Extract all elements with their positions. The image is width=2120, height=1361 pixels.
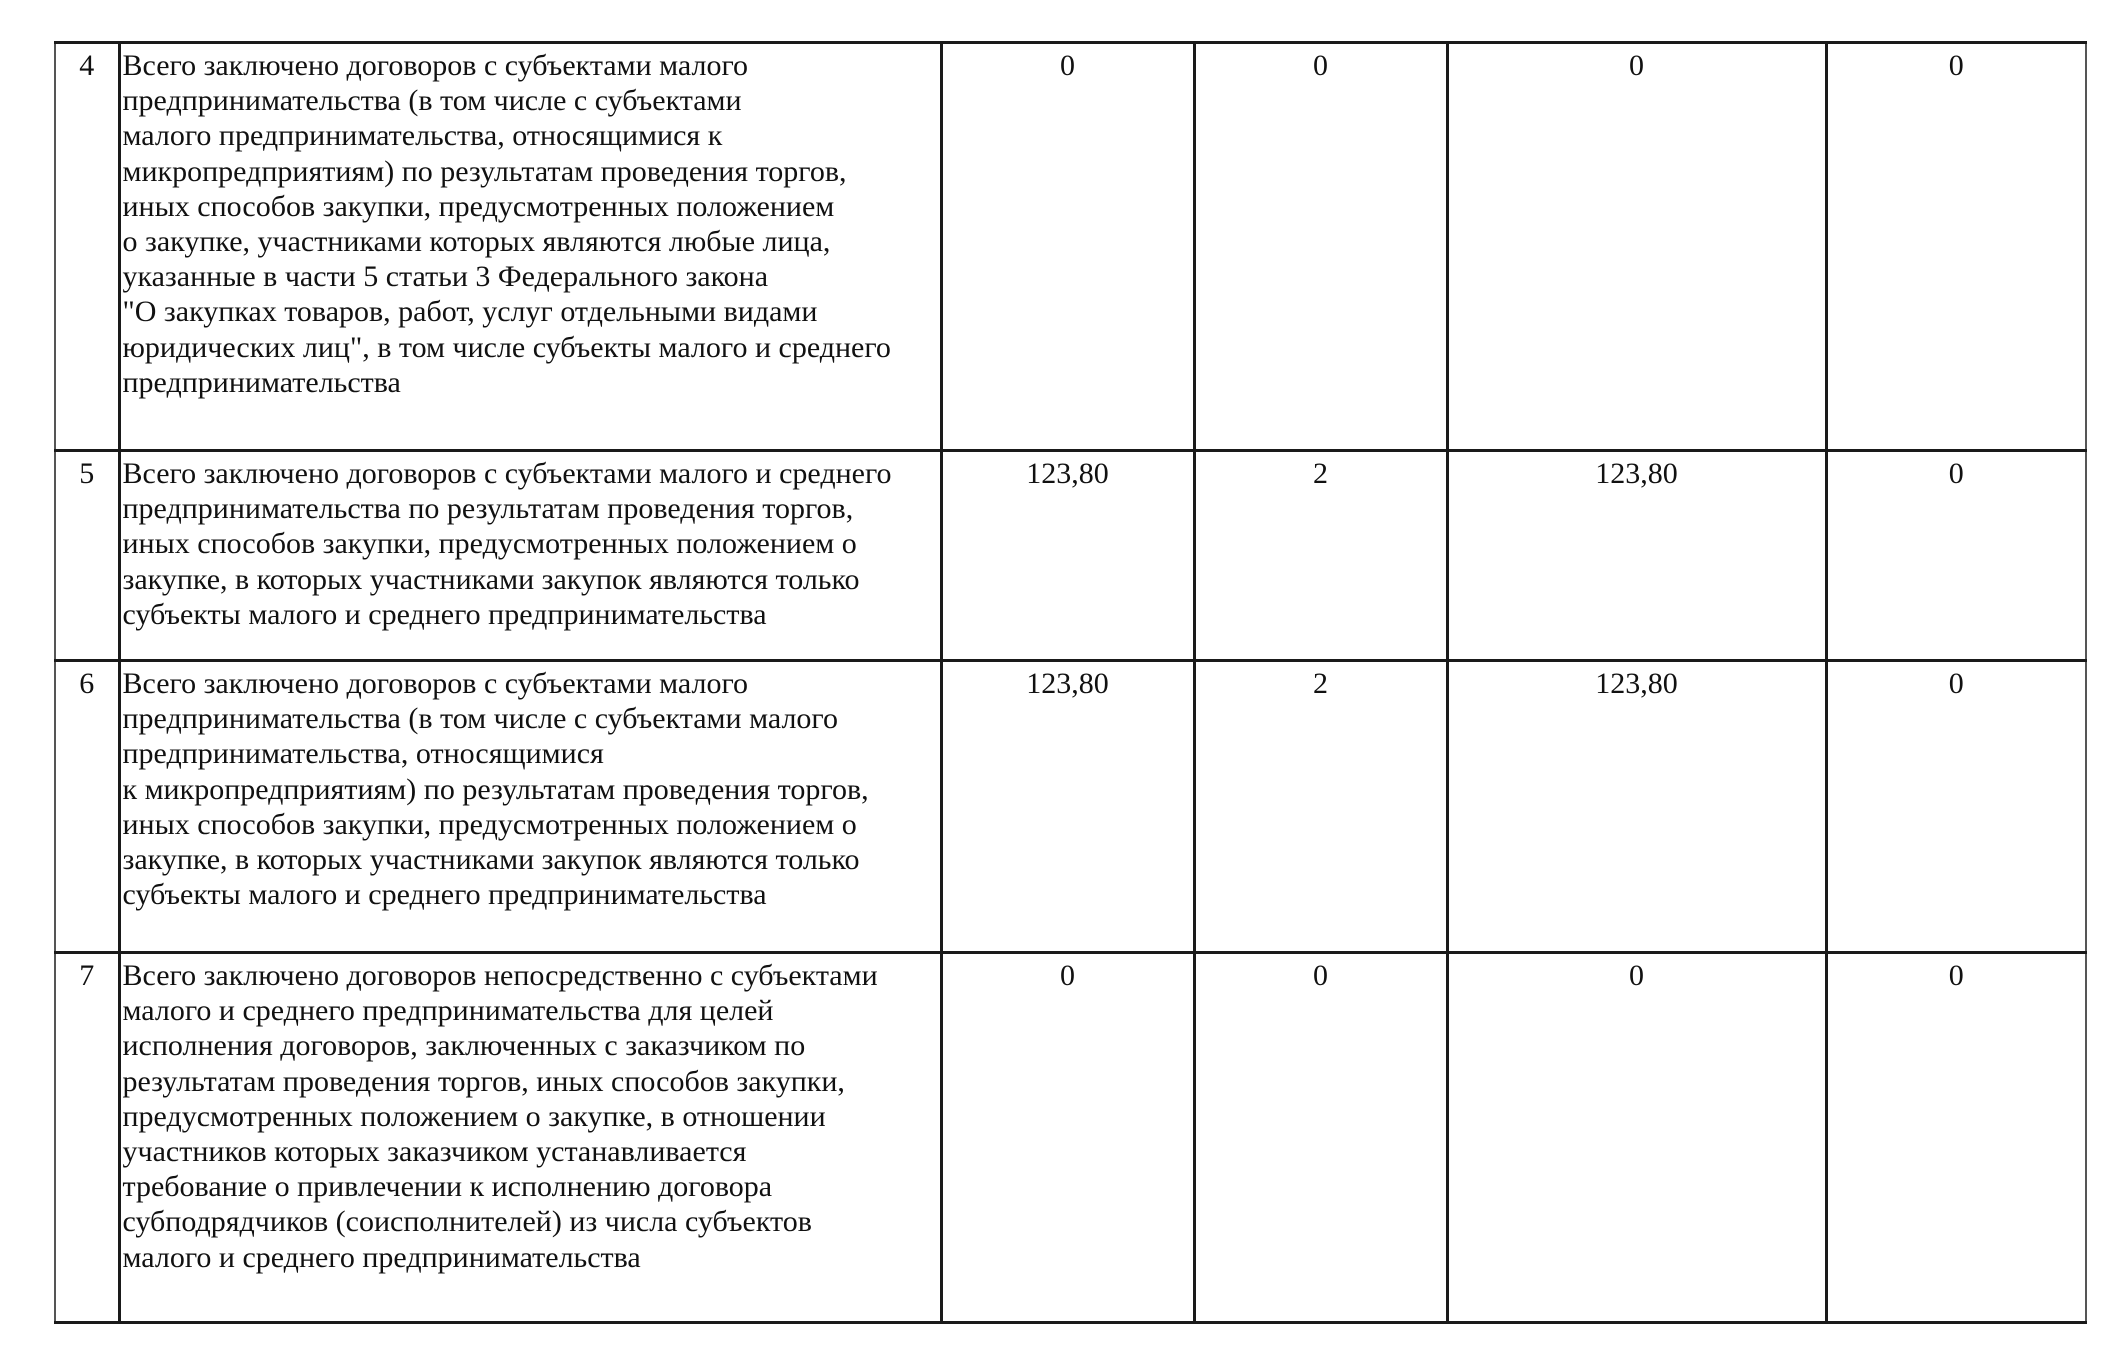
value-cell-3 (1447, 43, 1826, 451)
table-row (55, 661, 2086, 953)
value-cell-1 (941, 43, 1194, 451)
cell-value: 0 (1060, 959, 1075, 992)
value-cell-3 (1447, 661, 1826, 953)
cell-value: 0 (1948, 49, 1964, 82)
row-number: 5 (55, 451, 119, 661)
value-cell-4 (1826, 661, 2086, 953)
row-description: Всего заключено договоров с субъектами малого предпринимательства (в том числе с субъектами малого предпринимательства, относящимися к микропредприятиям) по результатам проведения торгов, иных способов закупки, предусмотренных положением о закупке, в которых участниками закупок являются только субъекты малого и среднего предпринимательства (119, 661, 941, 953)
value-cell-1 (941, 953, 1194, 1323)
cell-value: 0 (1948, 457, 1964, 490)
value-cell-2 (1194, 43, 1447, 451)
value-cell-4 (1826, 953, 2086, 1323)
table-row (55, 953, 2086, 1323)
row-description: Всего заключено договоров с субъектами малого предпринимательства (в том числе с субъектами малого предпринимательства, относящимися к микропредприятиям) по результатам проведения торгов, иных способов закупки, предусмотренных положением о закупке, участниками которых являются любые лица, указанные в части 5 статьи 3 Федерального закона "О закупках товаров, работ, услуг отдельными видами юридических лиц", в том числе субъекты малого и среднего предпринимательства (119, 43, 941, 451)
cell-value: 123,80 (1026, 457, 1109, 490)
value-cell-4 (1826, 43, 2086, 451)
procurement-report-table (54, 41, 2087, 1324)
row-number: 6 (55, 661, 119, 953)
value-cell-2 (1194, 661, 1447, 953)
cell-value: 0 (1313, 49, 1328, 82)
row-description: Всего заключено договоров непосредственно с субъектами малого и среднего предпринимательства для целей исполнения договоров, заключенных с заказчиком по результатам проведения торгов, иных способов закупки, предусмотренных положением о закупке, в отношении участников которых заказчиком устанавливается требование о привлечении к исполнению договора субподрядчиков (соисполнителей) из числа субъектов малого и среднего предпринимательства (119, 953, 941, 1323)
row-number: 7 (55, 953, 119, 1323)
cell-value: 0 (1629, 959, 1644, 992)
cell-value: 123,80 (1595, 457, 1678, 490)
table-row (55, 43, 2086, 451)
cell-value: 0 (1060, 49, 1075, 82)
cell-value: 123,80 (1026, 667, 1109, 700)
row-description: Всего заключено договоров с субъектами малого и среднего предпринимательства по результатам проведения торгов, иных способов закупки, предусмотренных положением о закупке, в которых участниками закупок являются только субъекты малого и среднего предпринимательства (119, 451, 941, 661)
cell-value: 0 (1948, 667, 1964, 700)
value-cell-4 (1826, 451, 2086, 661)
value-cell-2 (1194, 451, 1447, 661)
cell-value: 0 (1313, 959, 1328, 992)
value-cell-3 (1447, 451, 1826, 661)
value-cell-2 (1194, 953, 1447, 1323)
table-row (55, 451, 2086, 661)
cell-value: 2 (1313, 667, 1328, 700)
cell-value: 0 (1948, 959, 1964, 992)
value-cell-1 (941, 661, 1194, 953)
value-cell-3 (1447, 953, 1826, 1323)
cell-value: 2 (1313, 457, 1328, 490)
cell-value: 0 (1629, 49, 1644, 82)
row-number: 4 (55, 43, 119, 451)
cell-value: 123,80 (1595, 667, 1678, 700)
value-cell-1 (941, 451, 1194, 661)
